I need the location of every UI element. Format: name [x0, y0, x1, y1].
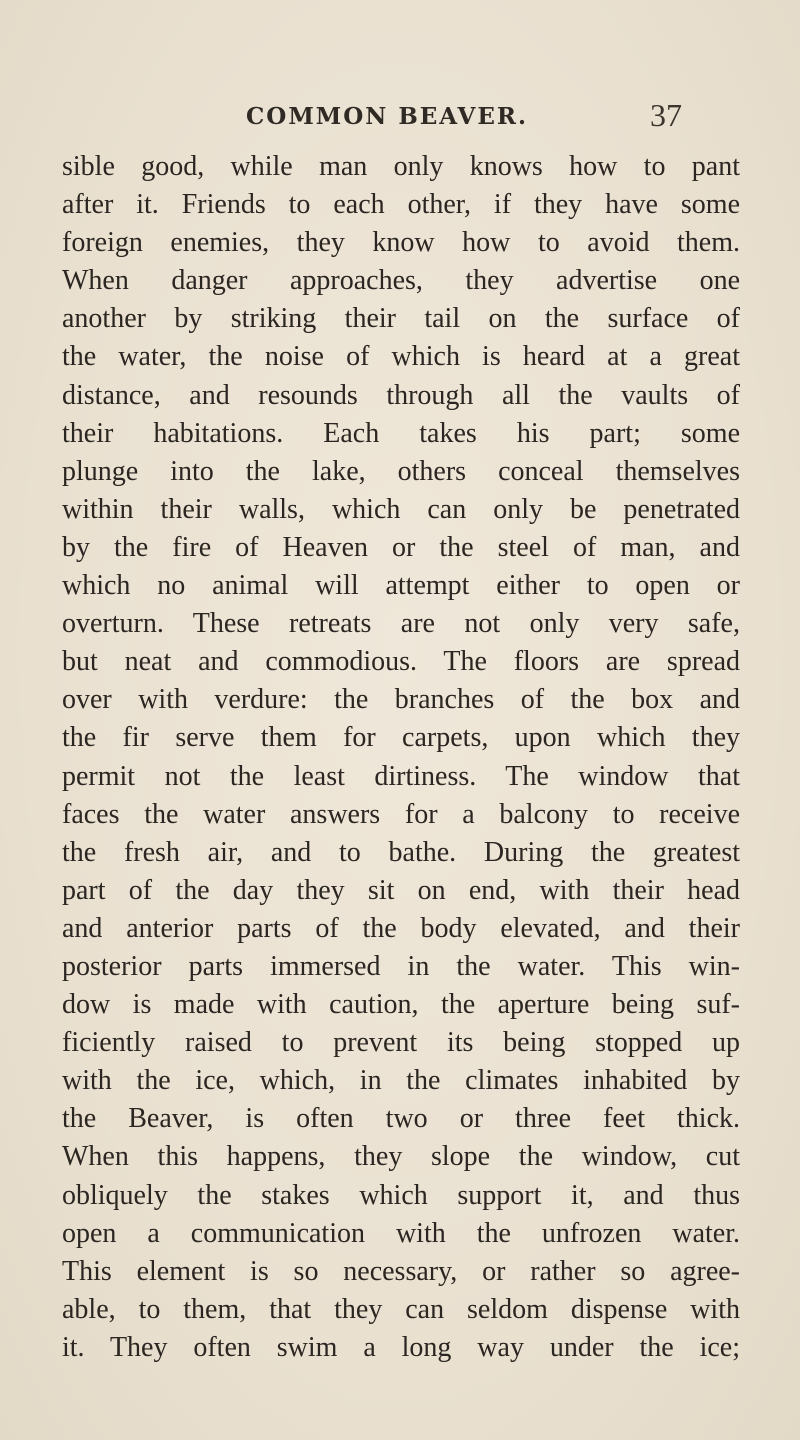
text-line: within their walls, which can only be penetrated — [62, 493, 740, 525]
text-line: When danger approaches, they advertise one — [62, 265, 740, 297]
text-line: posterior parts immersed in the water. This win- — [62, 950, 740, 982]
text-line: the fresh air, and to bathe. During the greatest — [62, 836, 740, 868]
text-line: obliquely the stakes which support it, and thus — [62, 1179, 740, 1211]
running-head: COMMON BEAVER. — [246, 103, 528, 130]
text-line: This element is so necessary, or rather so agree- — [62, 1255, 740, 1287]
text-line: overturn. These retreats are not only very safe, — [62, 608, 740, 640]
text-line: When this happens, they slope the window, cut — [62, 1141, 740, 1173]
text-line: able, to them, that they can seldom dispense with — [62, 1293, 740, 1325]
text-line: by the fire of Heaven or the steel of man, and — [62, 531, 740, 563]
text-line: after it. Friends to each other, if they have some — [62, 189, 740, 221]
text-line: plunge into the lake, others conceal themselves — [62, 455, 740, 487]
text-line: the water, the noise of which is heard at a great — [62, 341, 740, 373]
text-line: part of the day they sit on end, with their head — [62, 874, 740, 906]
text-line: the Beaver, is often two or three feet thick. — [62, 1103, 740, 1135]
body-text — [62, 148, 740, 1367]
text-line: sible good, while man only knows how to pant — [62, 151, 740, 182]
page-number: 37 — [650, 97, 682, 133]
text-line: with the ice, which, in the climates inhabited by — [62, 1065, 740, 1097]
text-line: it. They often swim a long way under the ice; — [62, 1331, 740, 1363]
text-line: foreign enemies, they know how to avoid them. — [62, 227, 740, 259]
page-header — [0, 97, 800, 143]
text-line: over with verdure: the branches of the box and — [62, 684, 740, 716]
text-line: permit not the least dirtiness. The window that — [62, 760, 740, 792]
text-line: but neat and commodious. The floors are spread — [62, 646, 740, 678]
text-line: which no animal will attempt either to open or — [62, 570, 740, 602]
text-line: another by striking their tail on the surface of — [62, 303, 740, 335]
text-line: open a communication with the unfrozen water. — [62, 1217, 740, 1249]
text-line: ficiently raised to prevent its being stopped up — [62, 1027, 740, 1059]
text-line: faces the water answers for a balcony to receive — [62, 798, 740, 830]
text-line: their habitations. Each takes his part; some — [62, 417, 740, 449]
text-line: distance, and resounds through all the vaults of — [62, 379, 740, 411]
text-line: and anterior parts of the body elevated, and their — [62, 912, 740, 944]
text-line: dow is made with caution, the aperture being suf- — [62, 989, 740, 1021]
text-line: the fir serve them for carpets, upon which they — [62, 722, 740, 754]
